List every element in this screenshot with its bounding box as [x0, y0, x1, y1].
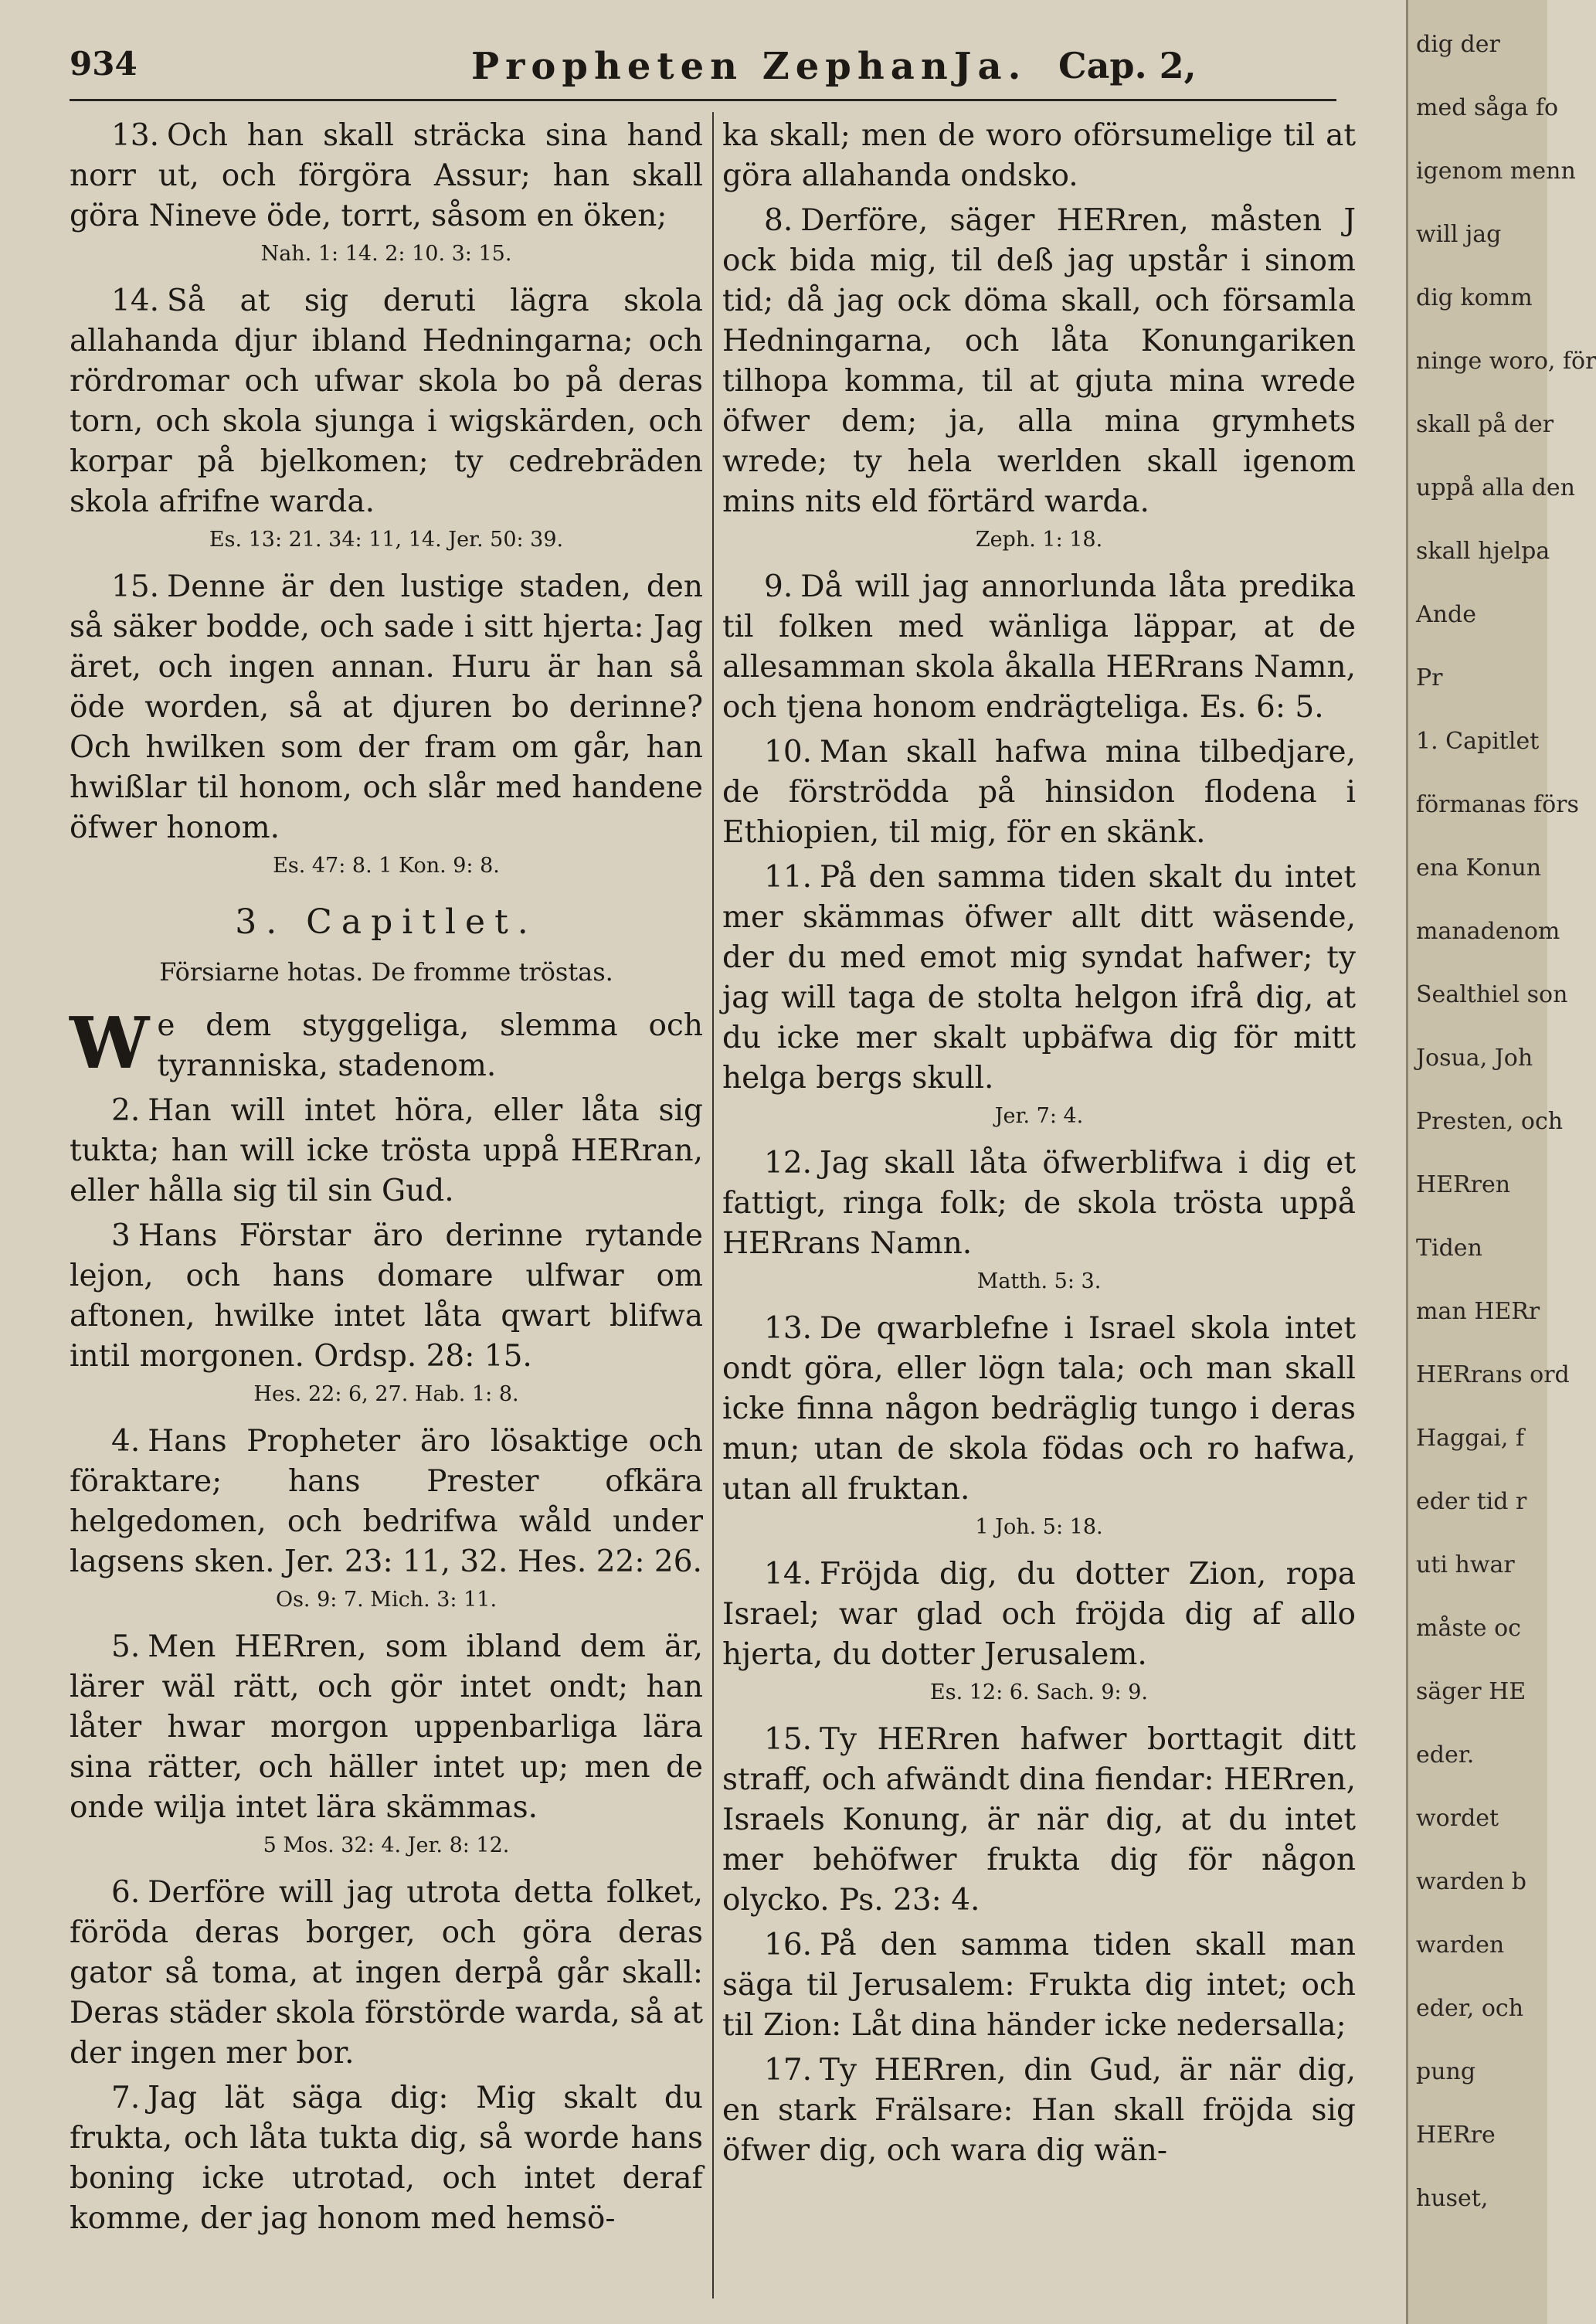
verse [722, 1309, 1356, 1510]
verse-text: Jag lät säga dig: Mig skalt du frukta, och låta tukta dig, så worde hans boning icke utrotad, och intet deraf komme, der jag honom med hemsö- [70, 2081, 703, 2236]
verse-text: Och han skall sträcka sina hand norr ut, och förgöra Assur; han skall göra Nineve öde, torrt, såsom en öken; [70, 118, 703, 233]
facing-page-fragment: skall på der [1416, 411, 1554, 438]
verse [70, 1091, 703, 1211]
right-verses [722, 201, 1356, 2171]
verse-text: Man skall hafwa mina tilbedjare, de förströdda på hinsidon flodena i Ethiopien, til mig, för en skänk. [722, 735, 1356, 850]
cross-reference: Nah. 1: 14. 2: 10. 3: 15. [260, 242, 512, 266]
verse-text: Men HERren, som ibland dem är, lärer wäl rätt, och gör intet ondt; han låter hwar morgon uppenbarliga lära sina rätter, och häller intet up; men de onde wilja intet lära skämmas. [70, 1629, 703, 1825]
verse-text: Derföre will jag utrota detta folket, föröda deras borger, och göra deras gator så toma, at ingen derpå går skall: Deras städer skola förstörde warda, så at der ingen mer bor. [70, 1875, 703, 2071]
verse-number: 5. [111, 1629, 141, 1664]
facing-page-fragment: Haggai, f [1416, 1425, 1525, 1452]
facing-page-fragment: uppå alla den [1416, 474, 1575, 501]
verse [722, 1143, 1356, 1264]
verse-text: Fröjda dig, du dotter Zion, ropa Israel; war glad och fröjda dig af allo hjerta, du dotter Jerusalem. [722, 1557, 1356, 1672]
verse-number: 2. [111, 1093, 141, 1128]
verse-number: 15. [764, 1722, 813, 1757]
cross-reference: 1 Joh. 5: 18. [975, 1515, 1103, 1539]
facing-page-fragment: igenom menn [1416, 158, 1576, 185]
verse-number: 8. [764, 203, 793, 238]
cross-reference: Jer. 7: 4. [994, 1104, 1084, 1128]
verse-text: De qwarblefne i Israel skola intet ondt göra, eller lögn tala; och man skall icke finna någon bedräglig tungo i deras mun; utan de skola födas och ro hafwa, utan all fruktan. [722, 1311, 1356, 1507]
column-divider [712, 112, 714, 2299]
verse-text: På den samma tiden skall man säga til Jerusalem: Frukta dig intet; och til Zion: Låt dina händer icke nedersalla; [722, 1928, 1356, 2043]
facing-page-fragment: warden b [1416, 1868, 1526, 1895]
verse-text: Han will intet höra, eller låta sig tukta; han will icke trösta uppå HERran, eller hålla sig til sin Gud. [70, 1093, 703, 1208]
verse-number: 15. [111, 569, 160, 604]
facing-page-fragment: huset, [1416, 2185, 1489, 2212]
facing-page-fragment: eder. [1416, 1741, 1475, 1768]
chapter-heading: 3. Capitlet. [235, 902, 538, 942]
facing-page-fragment: manadenom [1416, 918, 1560, 945]
facing-page-fragment: uti hwar [1416, 1551, 1515, 1578]
verse [70, 1873, 703, 2074]
verse-text: Då will jag annorlunda låta predika til folken med wänliga läppar, at de allesamman skola åkalla HERrans Namn, och tjena honom endrägteliga. Es. 6: 5. [722, 569, 1356, 725]
chapter-summary: Försiarne hotas. De fromme tröstas. [159, 957, 613, 987]
facing-page-fragment: säger HE [1416, 1678, 1526, 1705]
verse-number: 14. [764, 1557, 813, 1592]
facing-page-fragment: ninge woro, för [1416, 348, 1596, 375]
verse-text: Så at sig deruti lägra skola allahanda djur ibland Hedningarna; och rördromar och ufwar skola bo på deras torn, och skola sjunga i wigskärden, och korpar på bjelkomen; ty cedrebräden skola afrifne warda. [70, 284, 703, 519]
running-title: Propheten ZephanJa. [471, 45, 1027, 88]
facing-page-fragment: man HERr [1416, 1298, 1540, 1325]
verse-text: Ty HERren, din Gud, är när dig, en stark Frälsare: Han skall fröjda sig öfwer dig, och wara dig wän- [722, 2053, 1356, 2168]
verse-text: Denne är den lustige staden, den så säker bodde, och sade i sitt hjerta: Jag äret, och ingen annan. Huru är han så öde worden, så at djuren bo derinne? Och hwilken som der fram om går, han hwißlar til honom, och slår med handene öfwer honom. [70, 569, 703, 845]
verse-number: 12. [764, 1146, 813, 1181]
verse [70, 1627, 703, 1828]
facing-page-fragment: dig komm [1416, 284, 1533, 311]
verse-number: 11. [764, 860, 813, 895]
facing-page-fragment: HERrans ord [1416, 1361, 1570, 1388]
cross-reference: Matth. 5: 3. [976, 1269, 1102, 1293]
cross-reference: Zeph. 1: 18. [975, 528, 1103, 552]
facing-page-fragment: eder, och [1416, 1995, 1524, 2022]
verse [722, 567, 1356, 728]
first-verse [70, 1001, 703, 1086]
verse [70, 2078, 703, 2239]
verses-before-chapter [70, 116, 703, 879]
verse [722, 732, 1356, 853]
facing-page-fragment: 1. Capitlet [1416, 728, 1540, 755]
right-column [722, 116, 1356, 2176]
verse [722, 201, 1356, 522]
verse [70, 1422, 703, 1582]
facing-page-fragment: Sealthiel son [1416, 981, 1568, 1008]
verse [70, 281, 703, 522]
verse [722, 1720, 1356, 1921]
facing-page-fragment: pung [1416, 2058, 1476, 2085]
verse-text: Derföre, säger HERren, måsten J ock bida mig, til deß jag upstår i sinom tid; då jag ock döma skall, och församla Hedningarna, och låta Konungariken tilhopa komma, til at gjuta mina wrede öfwer dem; ja, alla mina grymhets wrede; ty hela werlden skall igenom mins nits eld förtärd warda. [722, 203, 1356, 519]
facing-page-fragment: will jag [1416, 221, 1502, 248]
verse [722, 1554, 1356, 1675]
verse-text: Ty HERren hafwer borttagit ditt straff, och afwändt dina fiendar: HERren, Israels Konung, är när dig, at du intet mer behöfwer frukta dig för någon olycko. Ps. 23: 4. [722, 1722, 1356, 1918]
facing-page-fragment: eder tid r [1416, 1488, 1527, 1515]
verse-number: 9. [764, 569, 793, 604]
cross-reference: Os. 9: 7. Mich. 3: 11. [275, 1588, 497, 1612]
cross-reference: Es. 12: 6. Sach. 9: 9. [930, 1680, 1148, 1704]
facing-page-fragment: med såga fo [1416, 94, 1559, 121]
facing-page-fragment: Tiden [1416, 1235, 1482, 1262]
verse-number: 17. [764, 2053, 813, 2088]
page-number: 934 [70, 45, 138, 83]
verse-text: Jag skall låta öfwerblifwa i dig et fattigt, ringa folk; de skola trösta uppå HERrans Namn. [722, 1146, 1356, 1261]
cross-reference: Es. 47: 8. 1 Kon. 9: 8. [273, 854, 500, 878]
verse [722, 1925, 1356, 2046]
verse-number: 7. [111, 2081, 141, 2115]
facing-page-fragment: Josua, Joh [1416, 1045, 1533, 1072]
verse-number: 10. [764, 735, 813, 770]
verse-number: 3 [111, 1218, 131, 1253]
drop-cap-initial: W [70, 1001, 150, 1085]
verse-text: Hans Propheter äro lösaktige och föraktare; hans Prester ofkära helgedomen, och bedrifwa wåld under lagsens sken. Jer. 23: 11, 32. Hes. 22: 26. [70, 1424, 703, 1579]
facing-page-fragment: Pr [1416, 664, 1443, 691]
cross-reference: Es. 13: 21. 34: 11, 14. Jer. 50: 39. [209, 528, 564, 552]
verse-number: 4. [111, 1424, 141, 1459]
facing-page-fragment: warden [1416, 1932, 1505, 1959]
continuation-text: ka skall; men de woro oförsumelige til at göra allahanda ondsko. [722, 118, 1356, 193]
facing-page-fragment: ena Konun [1416, 855, 1542, 882]
verse [722, 858, 1356, 1099]
cross-reference: 5 Mos. 32: 4. Jer. 8: 12. [263, 1833, 510, 1857]
verse-number: 13. [764, 1311, 813, 1346]
facing-page-fragment: måste oc [1416, 1615, 1521, 1642]
facing-page-fragment: Ande [1416, 601, 1476, 628]
verse [70, 1216, 703, 1377]
facing-page-fragment: skall hjelpa [1416, 538, 1550, 565]
verse-number: 13. [111, 118, 160, 153]
first-verse-text: e dem styggeliga, slemma och tyranniska, stadenom. [157, 1008, 703, 1083]
chapter-label: Cap. 2, [1058, 45, 1197, 87]
facing-page-fragment: HERren [1416, 1171, 1511, 1198]
cross-reference: Hes. 22: 6, 27. Hab. 1: 8. [253, 1382, 519, 1406]
facing-page-fragment: wordet [1416, 1805, 1499, 1832]
verse-number: 6. [111, 1875, 141, 1910]
page-header [70, 45, 1336, 101]
facing-page-fragment: HERre [1416, 2122, 1496, 2149]
verse-text: På den samma tiden skalt du intet mer skämmas öfwer allt ditt wäsende, der du med emot mig syndat hafwer; ty jag will taga de stolta helgon ifrå dig, at du icke mer skalt upbäfwa dig för mitt helga bergs skull. [722, 860, 1356, 1096]
verse [70, 567, 703, 848]
facing-page-fragment: Presten, och [1416, 1108, 1564, 1135]
verses-after-chapter [70, 1091, 703, 2239]
verse-text: Hans Förstar äro derinne rytande lejon, och hans domare ulfwar om aftonen, hwilke intet låta qwart blifwa intil morgonen. Ordsp. 28: 15. [70, 1218, 703, 1374]
facing-page-fragment: dig der [1416, 31, 1500, 58]
verse [70, 116, 703, 236]
left-column [70, 116, 703, 2244]
facing-page-edge [1406, 0, 1596, 2324]
verse [722, 2050, 1356, 2171]
facing-page-fragment: förmanas förs [1416, 791, 1579, 818]
verse-number: 16. [764, 1928, 813, 1962]
verse-number: 14. [111, 284, 160, 318]
